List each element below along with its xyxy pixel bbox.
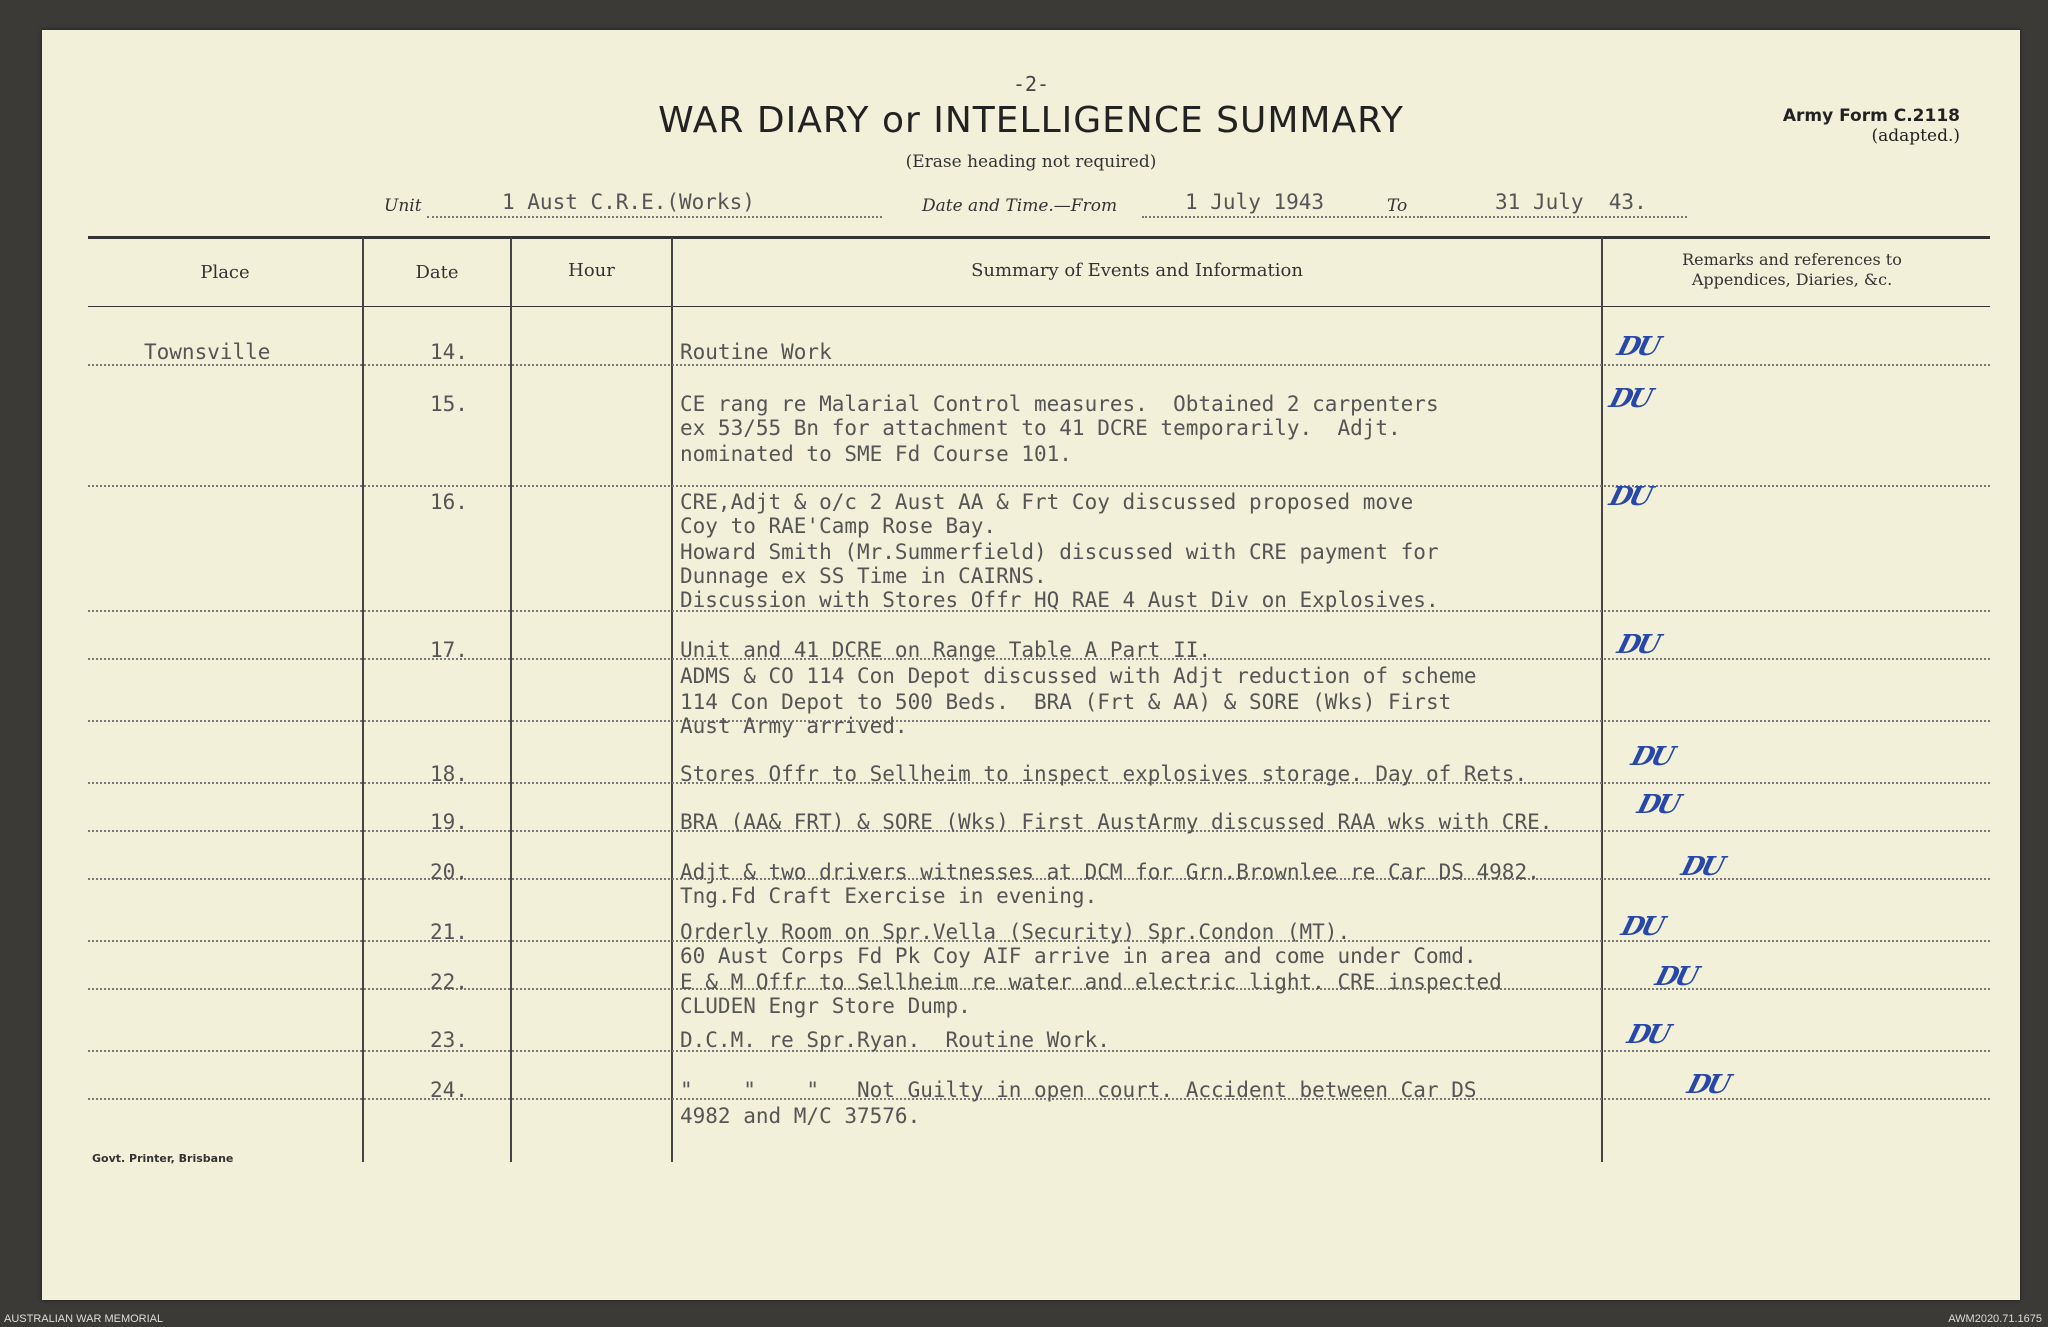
initials-signature: DU — [1605, 482, 1654, 512]
archive-caption-left: AUSTRALIAN WAR MEMORIAL — [4, 1313, 164, 1325]
summary-line: Adjt & two drivers witnesses at DCM for Grn.Brownlee re Car DS 4982. — [680, 860, 1540, 884]
summary-line: 4982 and M/C 37576. — [680, 1104, 921, 1128]
column-header-place: Place — [200, 262, 250, 283]
divider-summary-remarks — [1601, 237, 1603, 1162]
initials-signature: DU — [1627, 742, 1676, 772]
summary-line: 60 Aust Corps Fd Pk Coy AIF arrive in area and come under Comd. — [680, 944, 1477, 968]
printer-imprint: Govt. Printer, Brisbane — [92, 1152, 234, 1165]
summary-line: Stores Offr to Sellheim to inspect explosives storage. Day of Rets. — [680, 762, 1528, 786]
date-entry: 14. — [430, 340, 468, 364]
form-adapted: (adapted.) — [1871, 126, 1960, 146]
place-value: Townsville — [144, 340, 271, 364]
summary-line: Routine Work — [680, 340, 832, 364]
initials-signature: DU — [1605, 384, 1654, 414]
initials-signature: DU — [1623, 1020, 1672, 1050]
initials-signature: DU — [1683, 1070, 1732, 1100]
summary-line: Coy to RAE'Camp Rose Bay. — [680, 514, 997, 538]
column-header-hour: Hour — [568, 260, 615, 281]
summary-line: Dunnage ex SS Time in CAIRNS. — [680, 564, 1047, 588]
summary-line: Discussion with Stores Offr HQ RAE 4 Aust Div on Explosives. — [680, 588, 1439, 612]
to-label: To — [1387, 196, 1408, 216]
summary-line: CLUDEN Engr Store Dump. — [680, 994, 971, 1018]
row-rule — [88, 364, 1990, 366]
summary-line: BRA (AA& FRT) & SORE (Wks) First AustArmy discussed RAA wks with CRE. — [680, 810, 1553, 834]
unit-value: 1 Aust C.R.E.(Works) — [502, 190, 755, 214]
summary-line: CRE,Adjt & o/c 2 Aust AA & Frt Coy discussed proposed move — [680, 490, 1414, 514]
date-entry: 17. — [430, 638, 468, 662]
column-header-summary: Summary of Events and Information — [971, 260, 1303, 281]
page-number: -2- — [1012, 72, 1050, 96]
date-entry: 24. — [430, 1078, 468, 1102]
unit-label: Unit — [384, 196, 422, 216]
divider-place-date — [362, 237, 364, 1162]
summary-line: 114 Con Depot to 500 Beds. BRA (Frt & AA) & SORE (Wks) First — [680, 690, 1452, 714]
summary-line: E & M Offr to Sellheim re water and electric light. CRE inspected — [680, 970, 1502, 994]
date-label: Date and Time.—From — [922, 196, 1118, 216]
summary-line: Tng.Fd Craft Exercise in evening. — [680, 884, 1098, 908]
from-value: 1 July 1943 — [1185, 190, 1325, 214]
initials-signature: DU — [1651, 962, 1700, 992]
to-value: 31 July 43. — [1495, 190, 1647, 214]
column-header-date: Date — [415, 262, 459, 283]
date-entry: 22. — [430, 970, 468, 994]
army-form-number — [1783, 106, 1960, 146]
summary-line: ADMS & CO 114 Con Depot discussed with Adjt reduction of scheme — [680, 664, 1477, 688]
to-dotted-line — [1417, 216, 1687, 218]
initials-signature: DU — [1677, 852, 1726, 882]
initials-signature: DU — [1613, 630, 1662, 660]
summary-line: D.C.M. re Spr.Ryan. Routine Work. — [680, 1028, 1110, 1052]
initials-signature: DU — [1613, 332, 1662, 362]
divider-hour-summary — [671, 237, 673, 1162]
summary-line: " " " Not Guilty in open court. Accident between Car DS — [680, 1078, 1477, 1102]
summary-line: Orderly Room on Spr.Vella (Security) Spr.Condon (MT). — [680, 920, 1351, 944]
date-entry: 19. — [430, 810, 468, 834]
summary-line: Aust Army arrived. — [680, 714, 908, 738]
column-header-remarks: Remarks and references to Appendices, Diaries, &c. — [1682, 250, 1902, 289]
initials-signature: DU — [1633, 790, 1682, 820]
table-header-rule — [88, 306, 1990, 307]
archive-caption-right: AWM2020.71.1675 — [1948, 1313, 2042, 1325]
form-name: Army Form C.2118 — [1782, 106, 1960, 126]
summary-line: ex 53/55 Bn for attachment to 41 DCRE temporarily. Adjt. — [680, 416, 1401, 440]
diary-page — [42, 30, 2020, 1300]
unit-dotted-line — [427, 216, 882, 218]
summary-line: Unit and 41 DCRE on Range Table A Part II. — [680, 638, 1212, 662]
row-rule — [88, 485, 1990, 487]
date-entry: 23. — [430, 1028, 468, 1052]
row-rule — [88, 720, 1990, 722]
initials-signature: DU — [1617, 912, 1666, 942]
table-top-rule — [88, 236, 1990, 239]
date-entry: 15. — [430, 392, 468, 416]
summary-line: Howard Smith (Mr.Summerfield) discussed with CRE payment for — [680, 540, 1439, 564]
date-entry: 21. — [430, 920, 468, 944]
page-subtitle: (Erase heading not required) — [905, 152, 1157, 172]
summary-line: CE rang re Malarial Control measures. Obtained 2 carpenters — [680, 392, 1439, 416]
page-title: WAR DIARY or INTELLIGENCE SUMMARY — [658, 100, 1404, 141]
from-dotted-line — [1142, 216, 1422, 218]
date-entry: 20. — [430, 860, 468, 884]
divider-date-hour — [510, 237, 512, 1162]
summary-line: nominated to SME Fd Course 101. — [680, 442, 1072, 466]
date-entry: 16. — [430, 490, 468, 514]
date-entry: 18. — [430, 762, 468, 786]
